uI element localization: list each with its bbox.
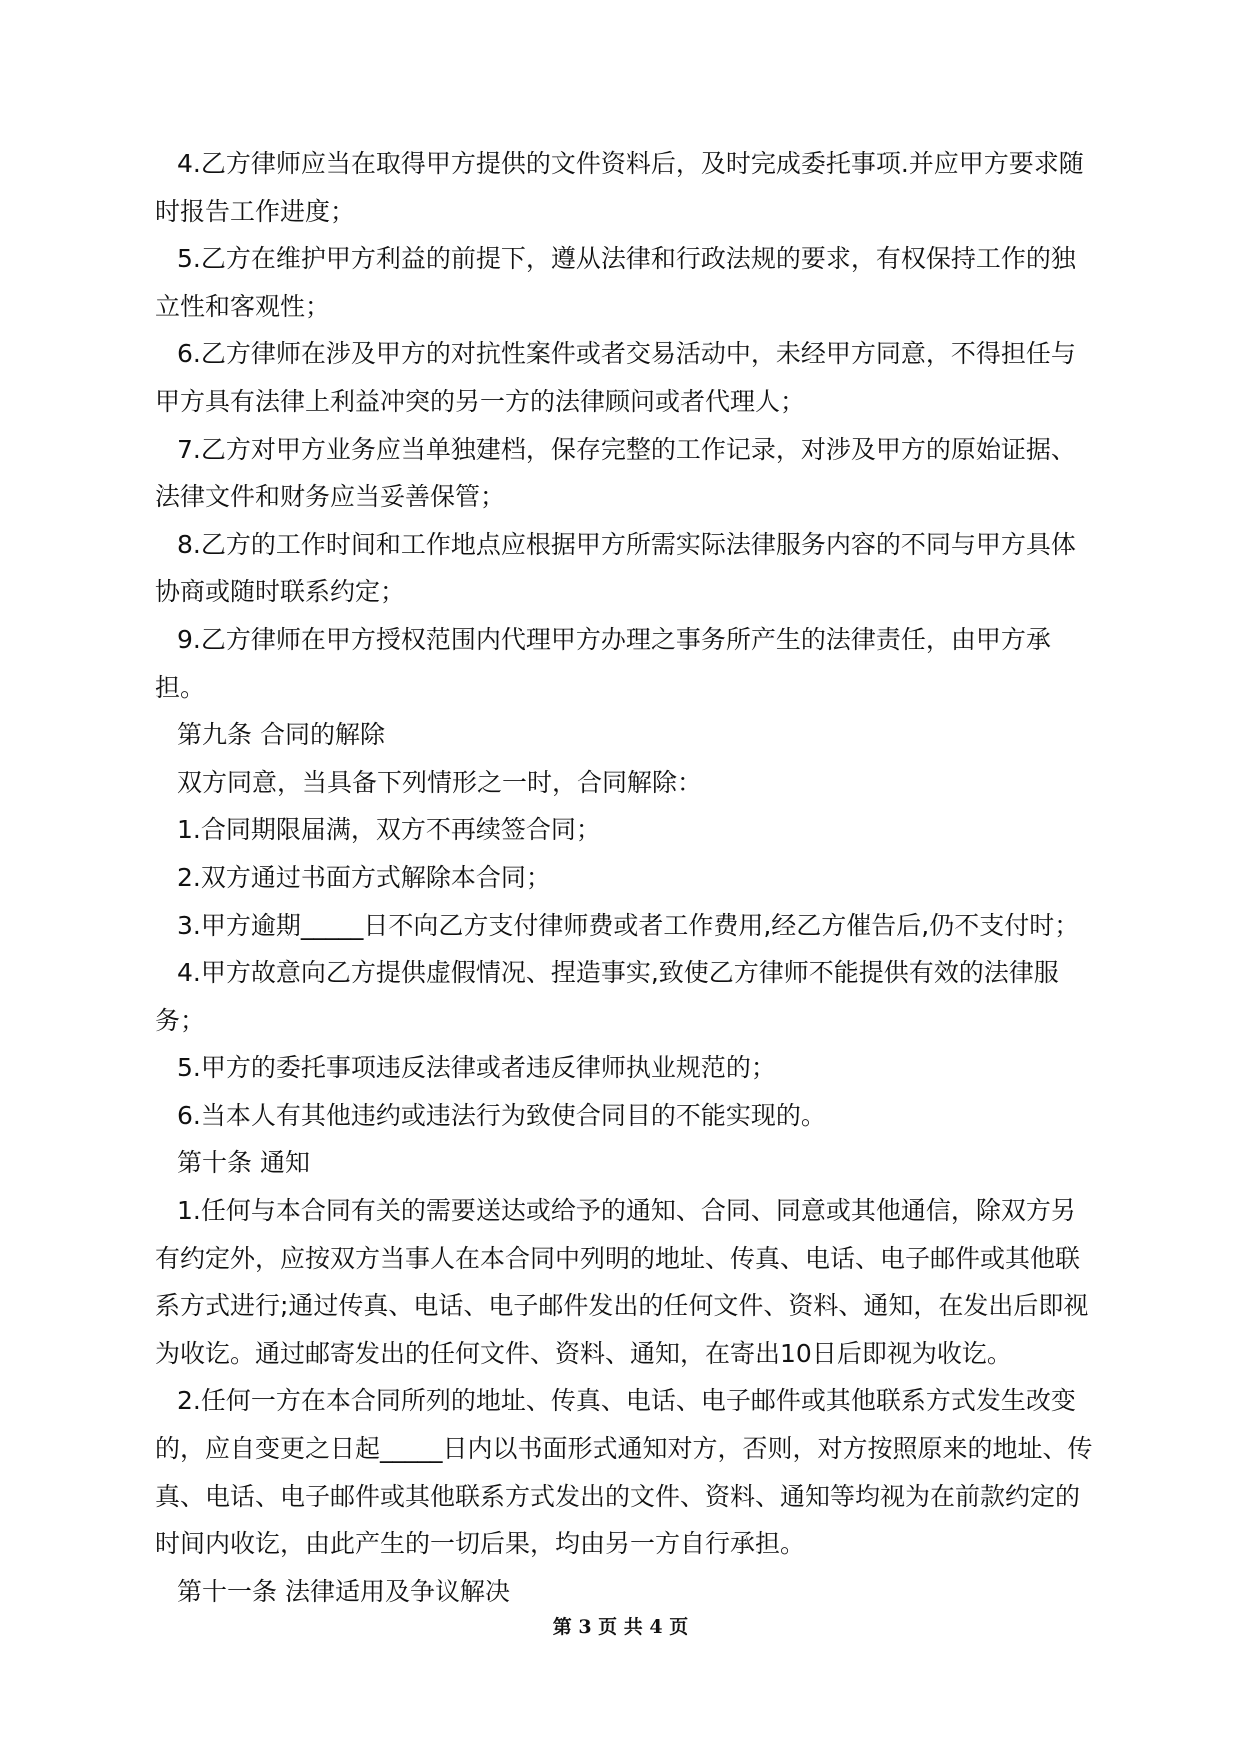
termination-intro: 双方同意，当具备下列情形之一时，合同解除：	[177, 767, 703, 797]
page-number-footer: 第 3 页 共 4 页	[552, 1616, 689, 1638]
clause-5-independence: 5.乙方在维护甲方利益的前提下，遵从法律和行政法规的要求，有权保持工作的独立性和客观性；	[155, 244, 1076, 321]
clause-6-conflict-of-interest: 6.乙方律师在涉及甲方的对抗性案件或者交易活动中，未经甲方同意，不得担任与甲方具有法律上利益冲突的另一方的法律顾问或者代理人；	[155, 339, 1076, 416]
termination-item-5: 5.甲方的委托事项违反法律或者违反律师执业规范的；	[177, 1053, 776, 1083]
termination-item-2: 2.双方通过书面方式解除本合同；	[177, 862, 551, 892]
termination-item-1: 1.合同期限届满，双方不再续签合同；	[177, 815, 601, 845]
article-9-heading: 第九条 合同的解除	[177, 720, 385, 750]
article-10-heading: 第十条 通知	[177, 1148, 310, 1178]
notice-item-2: 2.任何一方在本合同所列的地址、传真、电话、电子邮件或其他联系方式发生改变的，应自变更之日起_____日内以书面形式通知对方，否则，对方按照原来的地址、传真、电话、电子邮件或其他联系方式发出的文件、资料、通知等均视为在前款约定的时间内收讫，由此产生的一切后果，均由另一方自行承担。	[155, 1386, 1093, 1559]
termination-item-3: 3.甲方逾期_____日不向乙方支付律师费或者工作费用,经乙方催告后,仍不支付时；	[177, 910, 1080, 940]
clause-7-record-keeping: 7.乙方对甲方业务应当单独建档，保存完整的工作记录，对涉及甲方的原始证据、法律文件和财务应当妥善保管；	[155, 434, 1076, 512]
clause-4-progress-report: 4.乙方律师应当在取得甲方提供的文件资料后，及时完成委托事项.并应甲方要求随时报告工作进度；	[155, 149, 1084, 226]
document-body	[155, 140, 1095, 1615]
notice-item-1: 1.任何与本合同有关的需要送达或给予的通知、合同、同意或其他通信，除双方另有约定外，应按双方当事人在本合同中列明的地址、传真、电话、电子邮件或其他联系方式进行;通过传真、电话、电子邮件发出的任何文件、资料、通知，在发出后即视为收讫。通过邮寄发出的任何文件、资料、通知，在寄出10日后即视为收讫。	[155, 1196, 1089, 1368]
termination-item-4: 4.甲方故意向乙方提供虚假情况、捏造事实,致使乙方律师不能提供有效的法律服务；	[155, 958, 1059, 1035]
clause-9-liability: 9.乙方律师在甲方授权范围内代理甲方办理之事务所产生的法律责任，由甲方承担。	[155, 624, 1051, 702]
clause-8-working-time: 8.乙方的工作时间和工作地点应根据甲方所需实际法律服务内容的不同与甲方具体协商或随时联系约定；	[155, 529, 1076, 607]
article-11-heading: 第十一条 法律适用及争议解决	[177, 1576, 510, 1606]
termination-item-6: 6.当本人有其他违约或违法行为致使合同目的不能实现的。	[177, 1100, 826, 1130]
